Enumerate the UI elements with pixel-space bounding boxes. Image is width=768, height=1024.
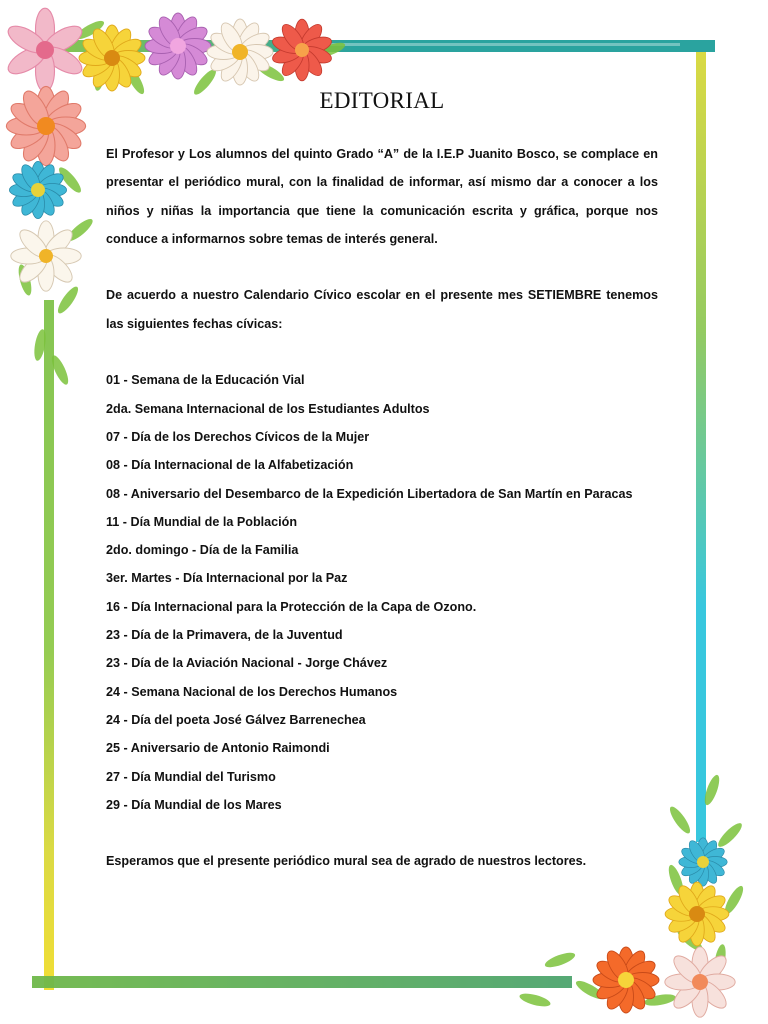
civic-dates-list — [106, 366, 658, 819]
list-item: 24 - Semana Nacional de los Derechos Humanos — [106, 684, 398, 699]
border-left — [44, 300, 54, 990]
list-item: 23 - Día de la Primavera, de la Juventud — [106, 628, 343, 643]
page-title: EDITORIAL — [319, 88, 445, 113]
white-flower-icon — [207, 19, 273, 85]
list-item: 01 - Semana de la Educación Vial — [106, 373, 305, 388]
list-item: 29 - Día Mundial de los Mares — [106, 797, 282, 812]
list-item: 2do. domingo - Día de la Familia — [106, 543, 299, 558]
list-item: 08 - Aniversario del Desembarco de la Expedición Libertadora de San Martín en Paracas — [106, 486, 633, 501]
list-item: 11 - Día Mundial de la Población — [106, 514, 298, 529]
spacer — [106, 253, 658, 281]
violet-flower-icon — [145, 13, 211, 79]
intro-paragraph: El Profesor y Los alumnos del quinto Grado “A” de la I.E.P Juanito Bosco, se complace en presentar el periódico mural, con la finalidad de informar, así mismo dar a conocer a los niños y niñas la importancia que tiene la comunicación escrita y gráfica, porque nos conduce a informarnos sobre temas de interés general. — [106, 147, 658, 246]
border-top-highlight — [300, 43, 680, 46]
red-flower-icon — [271, 19, 334, 81]
salmon-flower-icon — [6, 86, 85, 165]
list-item: 08 - Día Internacional de la Alfabetización — [106, 458, 354, 473]
editorial-content — [106, 88, 658, 876]
border-bottom — [32, 976, 572, 988]
list-item: 25 - Aniversario de Antonio Raimondi — [106, 741, 330, 756]
blue-flower-icon — [9, 161, 66, 218]
calendar-paragraph: De acuerdo a nuestro Calendario Cívico escolar en el presente mes SETIEMBRE tenemos las siguientes fechas cívicas: — [106, 288, 658, 331]
list-item: 16 - Día Internacional para la Protección de la Capa de Ozono. — [106, 599, 477, 614]
spacer — [106, 338, 658, 366]
border-right — [696, 52, 706, 842]
list-item: 2da. Semana Internacional de los Estudiantes Adultos — [106, 401, 430, 416]
list-item: 27 - Día Mundial del Turismo — [106, 769, 276, 784]
closing-paragraph: Esperamos que el presente periódico mural sea de agrado de nuestros lectores. — [106, 854, 587, 869]
list-item: 07 - Día de los Derechos Cívicos de la Mujer — [106, 429, 370, 444]
spacer — [106, 819, 658, 847]
list-item: 3er. Martes - Día Internacional por la Paz — [106, 571, 348, 586]
list-item: 23 - Día de la Aviación Nacional - Jorge Chávez — [106, 656, 388, 671]
pink-flower-br-icon — [665, 947, 735, 1017]
white-flower-left-icon — [11, 221, 81, 291]
yellow-flower-br-icon — [665, 882, 729, 946]
list-item: 24 - Día del poeta José Gálvez Barrenechea — [106, 712, 366, 727]
